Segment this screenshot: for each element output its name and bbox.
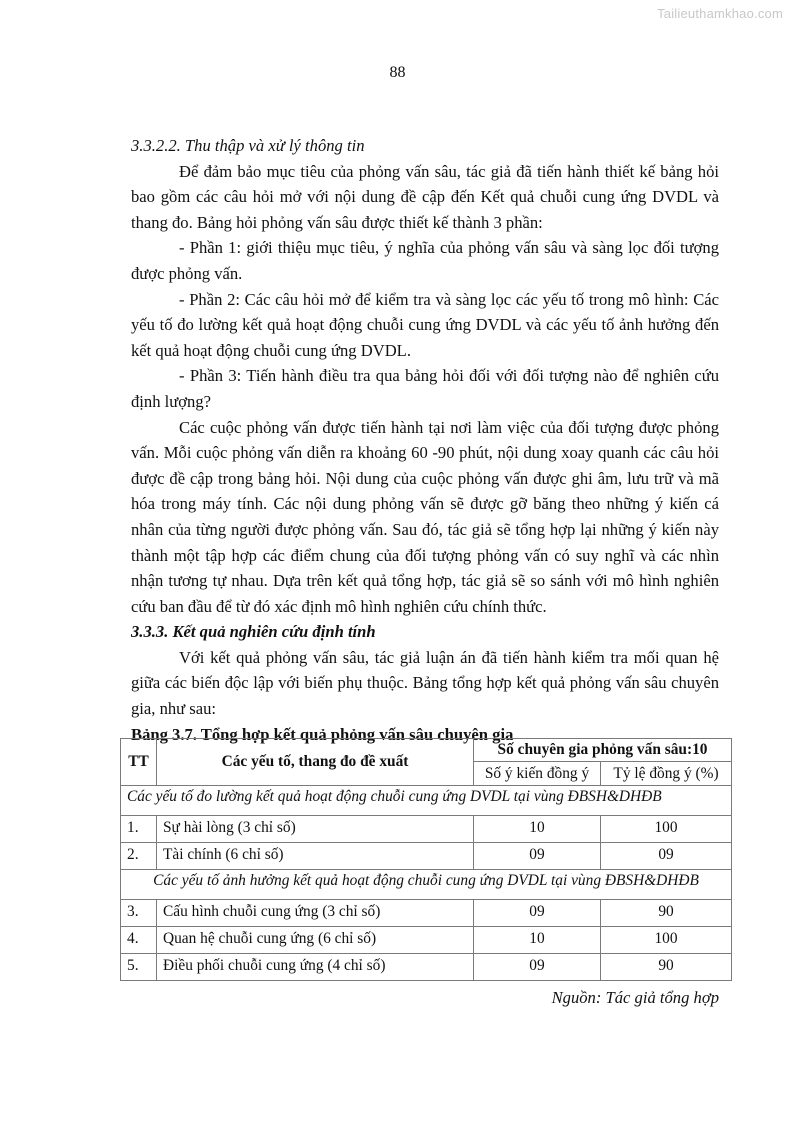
cell-count: 10 — [474, 816, 601, 843]
cell-count: 09 — [474, 843, 601, 870]
table-caption: Bảng 3.7. Tổng hợp kết quả phỏng vấn sâu chuyên gia — [131, 724, 514, 744]
cell-count: 09 — [474, 900, 601, 927]
cell-rate: 100 — [601, 816, 732, 843]
group-title-influence: Các yếu tố ảnh hưởng kết quả hoạt động chuỗi cung ứng DVDL tại vùng ĐBSH&DHĐB — [121, 870, 732, 900]
cell-rate: 100 — [601, 927, 732, 954]
results-table-container — [120, 738, 731, 981]
page-number: 88 — [389, 64, 406, 81]
watermark: Tailieuthamkhao.com — [657, 6, 783, 21]
table-row — [121, 816, 732, 843]
cell-count: 10 — [474, 927, 601, 954]
paragraph-intro: Để đảm bảo mục tiêu của phỏng vấn sâu, tác giả đã tiến hành thiết kế bảng hỏi bao gồm các câu hỏi mở với nội dung đề cập đến Kết quả chuỗi cung ứng DVDL và thang đo. Bảng hỏi phỏng vấn sâu được thiết kế thành 3 phần: — [131, 161, 719, 232]
cell-factor: Tài chính (6 chỉ số) — [157, 843, 474, 870]
table-source: Nguồn: Tác giả tổng hợp — [551, 988, 719, 1007]
paragraph-interviews: Các cuộc phỏng vấn được tiến hành tại nơi làm việc của đối tượng được phỏng vấn. Mỗi cuộc phỏng vấn diễn ra khoảng 60 -90 phút, nội dung xoay quanh các câu hỏi được đề cập trong bảng hỏi. Nội dung của cuộc phỏng vấn được ghi âm, lưu trữ và mã hóa trong máy tính. Các nội dung phỏng vấn sẽ được gỡ băng theo những ý kiến cá nhân của từng người được phỏng vấn. Sau đó, tác giả sẽ tổng hợp lại những ý kiến này thành một tập hợp các điểm chung của đối tượng phỏng vấn có suy nghĩ và các nhìn nhận tương tự nhau. Dựa trên kết quả tổng hợp, tác giả sẽ so sánh với mô hình nghiên cứu ban đầu để từ đó xác định mô hình nghiên cứu chính thức. — [131, 417, 719, 616]
cell-factor: Quan hệ chuỗi cung ứng (6 chỉ số) — [157, 927, 474, 954]
cell-tt: 5. — [121, 954, 157, 981]
document-body — [131, 133, 719, 747]
paragraph-part-1: - Phần 1: giới thiệu mục tiêu, ý nghĩa của phỏng vấn sâu và sàng lọc đối tượng được phỏng vấn. — [131, 238, 719, 283]
subsection-heading: 3.3.3. Kết quả nghiên cứu định tính — [131, 622, 376, 642]
cell-rate: 09 — [601, 843, 732, 870]
header-tt: TT — [121, 739, 157, 786]
cell-rate: 90 — [601, 954, 732, 981]
table-row — [121, 927, 732, 954]
header-agree-rate: Tỷ lệ đồng ý (%) — [601, 762, 732, 786]
header-factors: Các yếu tố, thang đo đề xuất — [157, 739, 474, 786]
table-row — [121, 843, 732, 870]
table-header-row — [121, 739, 732, 762]
paragraph-part-3: - Phần 3: Tiến hành điều tra qua bảng hỏi đối với đối tượng nào để nghiên cứu định lượng? — [131, 366, 719, 411]
cell-count: 09 — [474, 954, 601, 981]
paragraph-part-2: - Phần 2: Các câu hỏi mở để kiểm tra và sàng lọc các yếu tố trong mô hình: Các yếu tố đo lường kết quả hoạt động chuỗi cung ứng DVDL và các yếu tố ảnh hưởng đến kết quả hoạt động chuỗi cung ứng DVDL. — [131, 289, 719, 360]
table-group-row — [121, 786, 732, 816]
header-experts: Số chuyên gia phỏng vấn sâu:10 — [474, 739, 732, 762]
group-title-measurement: Các yếu tố đo lường kết quả hoạt động chuỗi cung ứng DVDL tại vùng ĐBSH&DHĐB — [121, 786, 732, 816]
table-row — [121, 900, 732, 927]
cell-tt: 2. — [121, 843, 157, 870]
cell-tt: 4. — [121, 927, 157, 954]
cell-tt: 1. — [121, 816, 157, 843]
cell-factor: Cấu hình chuỗi cung ứng (3 chỉ số) — [157, 900, 474, 927]
cell-factor: Sự hài lòng (3 chỉ số) — [157, 816, 474, 843]
paragraph-results: Với kết quả phỏng vấn sâu, tác giả luận án đã tiến hành kiểm tra mối quan hệ giữa các biến độc lập với biến phụ thuộc. Bảng tổng hợp kết quả phỏng vấn sâu chuyên gia, như sau: — [131, 647, 719, 719]
table-row — [121, 954, 732, 981]
header-agree-count: Số ý kiến đồng ý — [474, 762, 601, 786]
table-group-row — [121, 870, 732, 900]
cell-tt: 3. — [121, 900, 157, 927]
cell-rate: 90 — [601, 900, 732, 927]
results-table — [120, 738, 732, 981]
cell-factor: Điều phối chuỗi cung ứng (4 chỉ số) — [157, 954, 474, 981]
section-heading: 3.3.2.2. Thu thập và xử lý thông tin — [131, 136, 365, 155]
